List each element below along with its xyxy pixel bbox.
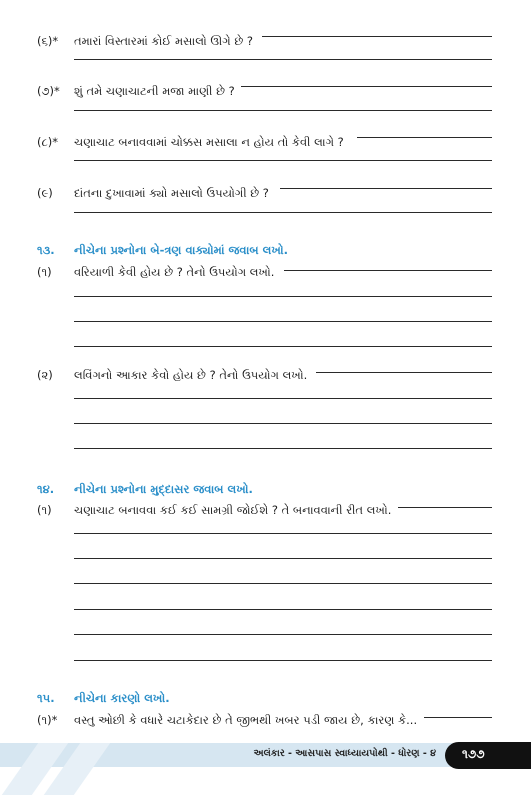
- question-number: (૮)*: [37, 135, 59, 149]
- answer-line[interactable]: [74, 398, 492, 399]
- answer-line[interactable]: [74, 110, 492, 111]
- question-text: વરિયાળી કેવી હોય છે ? તેનો ઉપયોગ લખો.: [74, 265, 275, 279]
- question-number: (૧)*: [37, 713, 58, 727]
- answer-line[interactable]: [74, 346, 492, 347]
- answer-line[interactable]: [74, 296, 492, 297]
- answer-line[interactable]: [74, 533, 492, 534]
- section-number: ૧૪.: [37, 482, 55, 496]
- answer-line[interactable]: [424, 717, 492, 718]
- question-number: (૭)*: [37, 84, 60, 98]
- section-number: ૧૫.: [37, 691, 55, 705]
- answer-line[interactable]: [74, 321, 492, 322]
- answer-line[interactable]: [74, 59, 492, 60]
- question-text: દાંતના દુખાવામાં ક્યો મસાલો ઉપયોગી છે ?: [74, 186, 269, 200]
- page-number: ૧૭૭: [462, 747, 485, 761]
- question-text: તમારાં વિસ્તારમાં કોઈ મસાલો ઊગે છે ?: [74, 34, 254, 48]
- answer-line[interactable]: [398, 507, 492, 508]
- question-text: લવિંગનો આકાર કેવો હોય છે ? તેનો ઉપયોગ લખો.: [74, 368, 308, 382]
- section-title: નીચેના પ્રશ્નોના મુદ્દાસર જવાબ લખો.: [74, 482, 253, 496]
- question-text: ચણાચાટ બનાવવામાં ચોક્કસ મસાલા ન હોય તો કેવી લાગે ?: [74, 135, 344, 149]
- question-number: (૬)*: [37, 34, 59, 48]
- answer-line[interactable]: [74, 423, 492, 424]
- section-title: નીચેના પ્રશ્નોના બે-ત્રણ વાક્યોમાં જવાબ લખો.: [74, 243, 289, 257]
- answer-line[interactable]: [74, 448, 492, 449]
- answer-line[interactable]: [74, 609, 492, 610]
- page-number-badge: [445, 742, 531, 769]
- answer-line[interactable]: [74, 583, 492, 584]
- answer-line[interactable]: [74, 160, 492, 161]
- answer-line[interactable]: [74, 634, 492, 635]
- question-number: (૧): [37, 503, 52, 517]
- answer-line[interactable]: [241, 86, 492, 87]
- answer-line[interactable]: [74, 558, 492, 559]
- question-number: (૧): [37, 265, 52, 279]
- question-text: શું તમે ચણાચાટની મજા માણી છે ?: [74, 84, 235, 98]
- answer-line[interactable]: [74, 660, 492, 661]
- answer-line[interactable]: [316, 372, 492, 373]
- question-text: વસ્તુ ઓછી કે વધારે ચટાકેદાર છે તે જીભથી ખબર પડી જાય છે, કારણ કે...: [74, 713, 418, 727]
- question-number: (૯): [37, 186, 53, 200]
- answer-line[interactable]: [74, 212, 492, 213]
- section-title: નીચેના કારણો લખો.: [74, 691, 170, 705]
- answer-line[interactable]: [280, 188, 492, 189]
- section-number: ૧૩.: [37, 243, 55, 257]
- question-text: ચણાચાટ બનાવવા કઈ કઈ સામગ્રી જોઈશે ? તે બનાવવાની રીત લખો.: [74, 503, 392, 517]
- answer-line[interactable]: [357, 137, 492, 138]
- answer-line[interactable]: [284, 270, 492, 271]
- question-number: (૨): [37, 368, 53, 382]
- footer-book-title: અલંકાર - આસપાસ સ્વાધ્યાયપોથી - ધોરણ - ૪: [253, 748, 436, 759]
- answer-line[interactable]: [262, 36, 492, 37]
